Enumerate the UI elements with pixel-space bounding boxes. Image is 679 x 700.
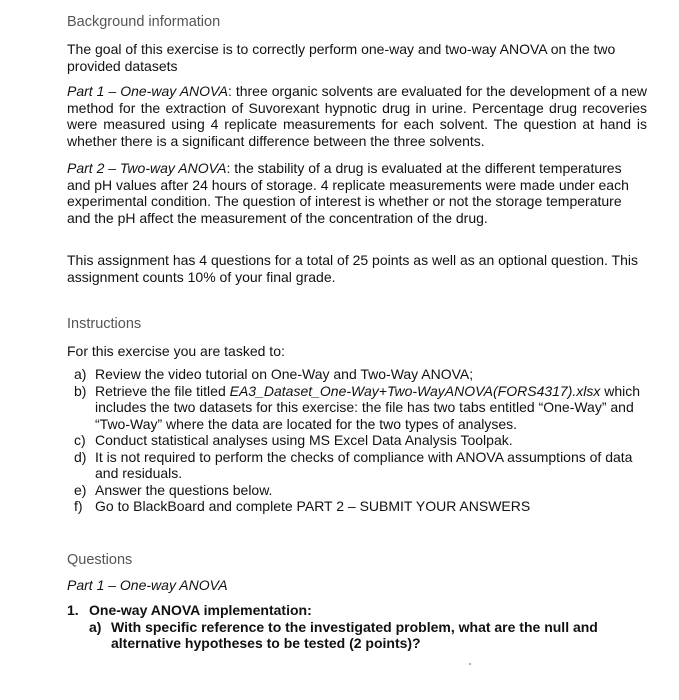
question-title: One-way ANOVA implementation: xyxy=(89,602,312,618)
assignment-paragraph xyxy=(67,252,647,285)
part2-text: : the stability of a drug is evaluated at the different temperatures and pH values after 24 hours of storage. 4 replicate measurements were made under each experimental condition. The question of interest is whether or not the storage temperature and the pH affect the measurement of the concentration of the drug. xyxy=(67,160,629,226)
list-marker: d) xyxy=(74,448,87,465)
list-item xyxy=(74,432,649,449)
part2-lead: Part 2 – Two-way ANOVA xyxy=(67,160,227,176)
question-item xyxy=(67,602,647,619)
part1-title-text: Part 1 – One-way ANOVA xyxy=(67,577,228,593)
list-item-text: Review the video tutorial on One-Way and Two-Way ANOVA; xyxy=(95,366,474,382)
instructions-intro-text: For this exercise you are tasked to: xyxy=(67,343,285,359)
list-item-text: Go to BlackBoard and complete PART 2 – SUBMIT YOUR ANSWERS xyxy=(95,498,531,514)
instructions-list xyxy=(74,366,649,515)
part1-title xyxy=(67,577,647,594)
question-subitem xyxy=(89,619,647,652)
assignment-text: This assignment has 4 questions for a total of 25 points as well as an optional question. This assignment counts 10% of your final grade. xyxy=(67,252,638,285)
list-item-text: Retrieve the file titled xyxy=(95,382,230,399)
list-item-text: Conduct statistical analyses using MS Excel Data Analysis Toolpak. xyxy=(95,432,513,448)
question-sub-marker: a) xyxy=(89,618,102,635)
goal-paragraph xyxy=(67,41,647,74)
instructions-heading: Instructions xyxy=(67,316,142,332)
goal-text: The goal of this exercise is to correctly perform one-way and two-way ANOVA on the two provided datasets xyxy=(67,41,616,74)
questions-heading: Questions xyxy=(67,552,133,568)
part2-paragraph xyxy=(67,160,647,226)
part1-lead: Part 1 – One-way ANOVA xyxy=(67,83,228,99)
list-marker: a) xyxy=(74,366,87,382)
list-item-text: which includes the two datasets for this exercise: the file has two tabs entitled “One-Way” and “Two-Way” where the data are located for the two types of analyses. xyxy=(95,382,641,432)
list-marker: f) xyxy=(74,498,83,514)
background-heading: Background information xyxy=(67,14,221,30)
list-item-text: Answer the questions below. xyxy=(95,481,273,498)
question-sub-text: With specific reference to the investigated problem, what are the null and alternative hypotheses to be tested (2 points)? xyxy=(111,618,598,651)
list-marker: b) xyxy=(74,382,87,399)
instructions-intro xyxy=(67,343,647,360)
list-item xyxy=(74,498,649,515)
dataset-filename: EA3_Dataset_One-Way+Two-WayANOVA(FORS4317).xlsx xyxy=(229,382,601,399)
list-marker: e) xyxy=(74,481,87,498)
questions-list xyxy=(67,602,647,652)
question-number: 1. xyxy=(67,602,79,618)
list-item xyxy=(74,366,649,383)
part1-paragraph xyxy=(67,83,647,149)
list-item xyxy=(74,482,649,499)
list-item xyxy=(74,383,649,433)
part1-text: : three organic solvents are evaluated for the development of a new method for the extraction of Suvorexant hypnotic drug in urine. Percentage drug recoveries were measured using 4 replicate measurements for each solvent. The question at hand is whether there is a significant difference between the three solvents. xyxy=(67,83,647,149)
list-item-text: It is not required to perform the checks of compliance with ANOVA assumptions of data and residuals. xyxy=(95,448,633,481)
list-marker: c) xyxy=(74,432,86,448)
scan-speck xyxy=(469,663,471,665)
list-item xyxy=(74,449,649,482)
